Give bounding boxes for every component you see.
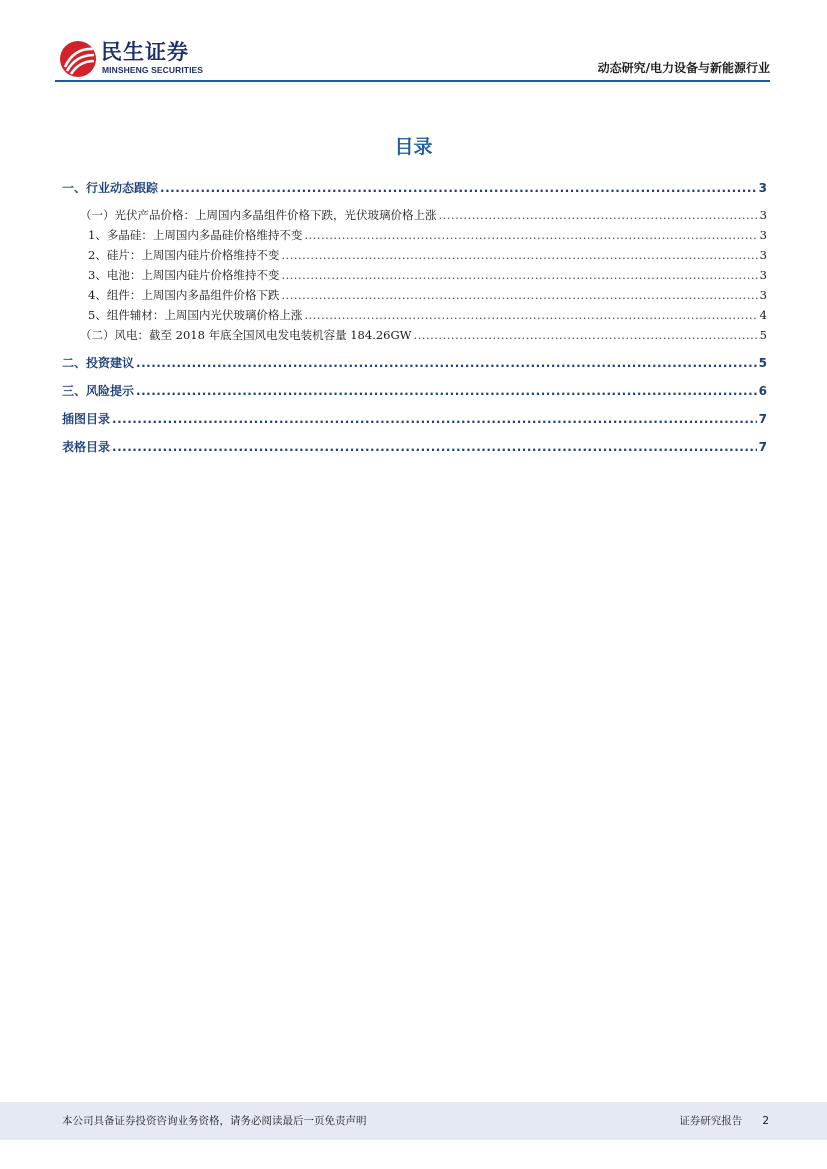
toc-entry-page: 3 [759,288,767,302]
toc-entry-page: 7 [758,440,767,454]
footer-doc-type: 证券研究报告 [679,1115,743,1127]
toc-entry[interactable] [62,439,767,455]
page-header [55,38,770,82]
toc-leader-dots [281,267,757,283]
toc-entry[interactable] [62,227,767,243]
toc-entry[interactable] [62,307,767,323]
toc-entry-label: 表格目录 [62,440,111,454]
toc-entry-label: 4、组件：上周国内多晶组件价格下跌 [88,288,280,302]
toc-entry-label: 1、多晶硅：上周国内多晶硅价格维持不变 [88,228,303,242]
toc-entry-page: 5 [759,328,767,342]
footer-disclaimer: 本公司具备证券投资咨询业务资格，请务必阅读最后一页免责声明 [62,1115,367,1127]
toc-leader-dots [112,411,757,427]
toc-entry[interactable] [62,287,767,303]
toc-entry[interactable] [62,327,767,343]
toc-entry[interactable] [62,355,767,371]
toc-heading: 目录 [394,136,433,158]
toc-entry-label: 插图目录 [62,412,111,426]
footer-page-number: 2 [762,1115,769,1127]
toc-entry-label: 2、硅片：上周国内硅片价格维持不变 [88,248,280,262]
toc-entry[interactable] [62,247,767,263]
toc-entry-label: 二、投资建议 [62,356,135,370]
toc-entry-label: 三、风险提示 [62,384,135,398]
toc-entry-page: 6 [758,384,767,398]
toc-leader-dots [304,307,757,323]
toc-entry[interactable] [62,267,767,283]
toc-leader-dots [281,287,757,303]
header-divider [55,80,770,82]
toc-entry-label: 3、电池：上周国内硅片价格维持不变 [88,268,280,282]
toc-leader-dots [112,439,757,455]
toc-entry-page: 3 [759,268,767,282]
toc-entry[interactable] [62,207,767,223]
toc-leader-dots [281,247,757,263]
toc-leader-dots [160,180,757,196]
toc-entry[interactable] [62,383,767,399]
toc-entry-page: 3 [759,228,767,242]
toc-entry-label: （一）光伏产品价格：上周国内多晶组件价格下跌，光伏玻璃价格上涨 [80,208,437,222]
toc-entry-label: 一、行业动态跟踪 [62,181,159,195]
logo-english-name: MINSHENG SECURITIES [102,65,204,75]
toc-leader-dots [136,355,757,371]
toc-entry-page: 3 [758,181,767,195]
toc-leader-dots [136,383,757,399]
toc-leader-dots [413,327,757,343]
logo-chinese-name: 民生证券 [101,40,189,64]
toc-entry-label: 5、组件辅材：上周国内光伏玻璃价格上涨 [88,308,303,322]
toc-leader-dots [304,227,757,243]
toc-leader-dots [439,207,758,223]
footer-right [679,1114,769,1128]
toc-entry[interactable] [62,411,767,427]
page-footer [0,1102,827,1140]
toc-entry[interactable] [62,180,767,196]
toc-entry-page: 4 [759,308,767,322]
toc-entry-page: 7 [758,412,767,426]
report-type-title: 动态研究/电力设备与新能源行业 [597,61,770,75]
minsheng-logo-icon [59,40,97,78]
toc-entry-page: 3 [759,208,767,222]
toc-entry-page: 3 [759,248,767,262]
toc-entry-label: （二）风电：截至 2018 年底全国风电发电装机容量 184.26GW [80,328,412,342]
toc-entry-page: 5 [758,356,767,370]
